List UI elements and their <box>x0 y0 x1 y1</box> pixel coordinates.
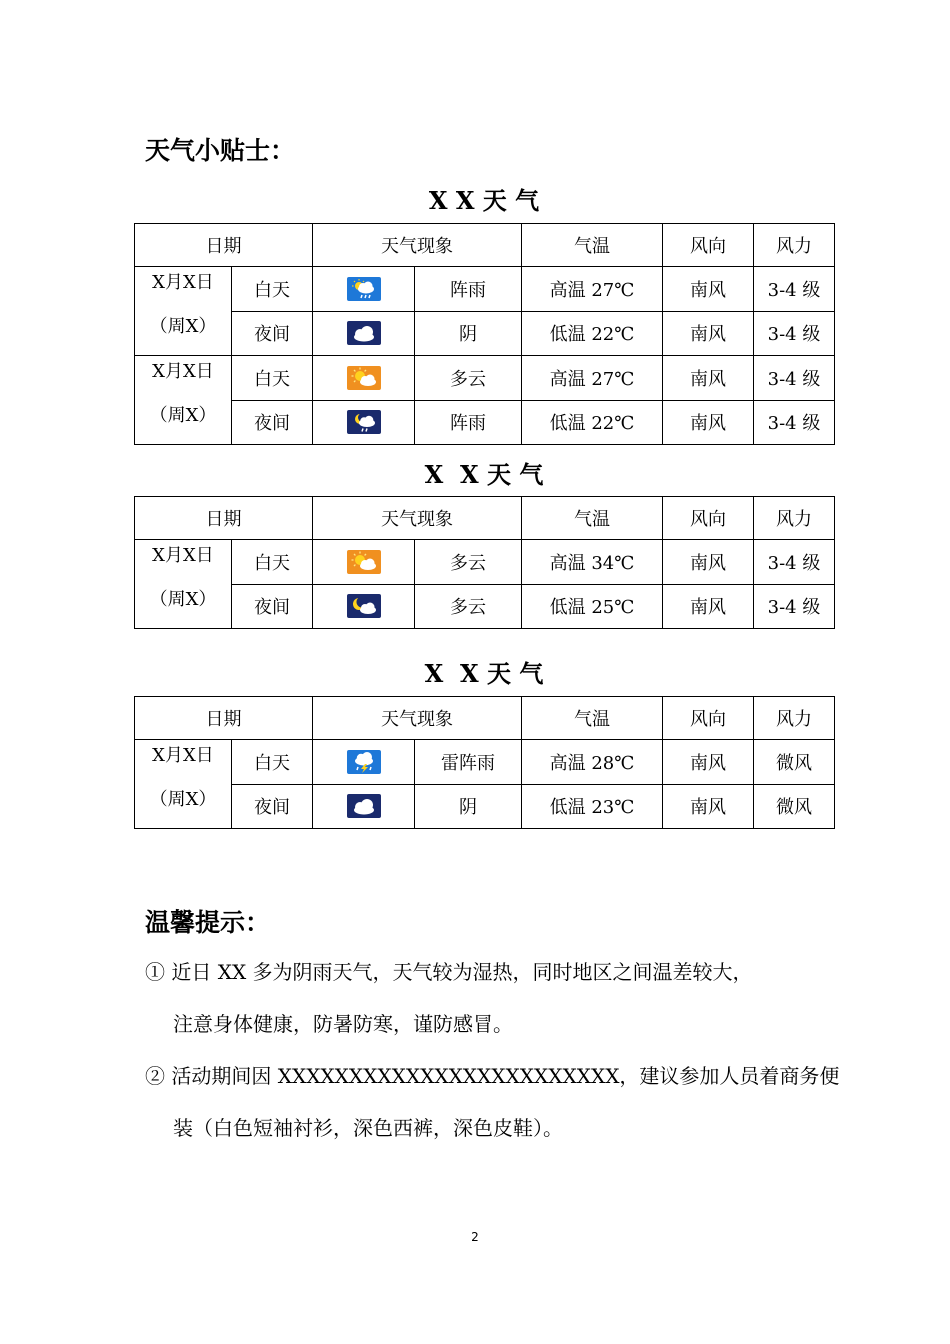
temp-cell: 低温 23℃ <box>522 784 663 829</box>
wind-force-cell: 3-4 级 <box>754 356 835 401</box>
table-row <box>135 400 835 445</box>
weekday-label: （周X） <box>149 789 217 810</box>
reminder-heading: 温馨提示： <box>145 908 271 937</box>
header-temp: 气温 <box>522 497 663 540</box>
date-label: X月X日 <box>152 745 214 766</box>
table-row <box>135 784 835 829</box>
period-cell: 白天 <box>232 740 313 785</box>
header-wind-dir: 风向 <box>663 497 754 540</box>
wind-dir-cell: 南风 <box>663 740 754 785</box>
weather-table <box>134 223 835 445</box>
weather-cell: 多云 <box>415 584 522 629</box>
date-cell <box>135 356 232 445</box>
header-wind-force: 风力 <box>754 697 835 740</box>
table-title: X X 天 气 <box>424 460 544 489</box>
wind-force-cell: 3-4 级 <box>754 267 835 312</box>
header-date: 日期 <box>135 224 313 267</box>
wind-dir-cell: 南风 <box>663 540 754 585</box>
weather-cell: 多云 <box>415 540 522 585</box>
period-cell: 夜间 <box>232 784 313 829</box>
temp-cell: 低温 25℃ <box>522 584 663 629</box>
header-wind-force: 风力 <box>754 497 835 540</box>
temp-cell: 高温 27℃ <box>522 356 663 401</box>
table-title: X X 天 气 <box>424 659 544 688</box>
header-weather: 天气现象 <box>313 697 522 740</box>
weather-cell: 阵雨 <box>415 400 522 445</box>
wind-dir-cell: 南风 <box>663 400 754 445</box>
wind-force-cell: 微风 <box>754 784 835 829</box>
wind-dir-cell: 南风 <box>663 784 754 829</box>
table-row <box>135 540 835 585</box>
icon-cell <box>313 400 415 445</box>
table-header-row <box>135 224 835 267</box>
reminder-item-1-line-2: 注意身体健康，防暑防寒，谨防感冒。 <box>173 1012 513 1036</box>
table-row <box>135 311 835 356</box>
period-cell: 白天 <box>232 540 313 585</box>
period-cell: 夜间 <box>232 400 313 445</box>
period-cell: 白天 <box>232 356 313 401</box>
overcast-night-icon <box>347 794 381 818</box>
temp-cell: 低温 22℃ <box>522 311 663 356</box>
wind-dir-cell: 南风 <box>663 356 754 401</box>
partly-cloudy-day-icon <box>347 550 381 574</box>
wind-force-cell: 3-4 级 <box>754 540 835 585</box>
weekday-label: （周X） <box>149 316 217 337</box>
partly-cloudy-day-icon <box>347 366 381 390</box>
header-wind-force: 风力 <box>754 224 835 267</box>
date-cell <box>135 740 232 829</box>
header-temp: 气温 <box>522 224 663 267</box>
icon-cell <box>313 740 415 785</box>
weekday-label: （周X） <box>149 405 217 426</box>
wind-force-cell: 3-4 级 <box>754 584 835 629</box>
thunder-shower-icon <box>347 750 381 774</box>
reminder-item-2-line-1: ② 活动期间因 XXXXXXXXXXXXXXXXXXXXXXXX，建议参加人员着商务便 <box>145 1064 840 1088</box>
temp-cell: 高温 34℃ <box>522 540 663 585</box>
reminder-list <box>145 946 840 1154</box>
icon-cell <box>313 267 415 312</box>
header-date: 日期 <box>135 697 313 740</box>
period-cell: 夜间 <box>232 311 313 356</box>
header-weather: 天气现象 <box>313 497 522 540</box>
wind-force-cell: 3-4 级 <box>754 311 835 356</box>
table-header-row <box>135 697 835 740</box>
date-label: X月X日 <box>152 545 214 566</box>
date-cell <box>135 267 232 356</box>
weather-cell: 阵雨 <box>415 267 522 312</box>
header-wind-dir: 风向 <box>663 697 754 740</box>
date-label: X月X日 <box>152 361 214 382</box>
weather-table <box>134 496 835 629</box>
header-date: 日期 <box>135 497 313 540</box>
header-wind-dir: 风向 <box>663 224 754 267</box>
temp-cell: 低温 22℃ <box>522 400 663 445</box>
table-row <box>135 740 835 785</box>
weather-cell: 雷阵雨 <box>415 740 522 785</box>
table-row <box>135 584 835 629</box>
date-cell <box>135 540 232 629</box>
weather-table <box>134 696 835 829</box>
weather-tips-heading: 天气小贴士： <box>145 136 296 165</box>
shower-night-icon <box>347 410 381 434</box>
period-cell: 白天 <box>232 267 313 312</box>
table-header-row <box>135 497 835 540</box>
wind-dir-cell: 南风 <box>663 584 754 629</box>
wind-force-cell: 微风 <box>754 740 835 785</box>
wind-dir-cell: 南风 <box>663 267 754 312</box>
table-title: X X 天 气 <box>428 186 540 215</box>
icon-cell <box>313 584 415 629</box>
date-label: X月X日 <box>152 272 214 293</box>
icon-cell <box>313 311 415 356</box>
shower-day-icon <box>347 277 381 301</box>
icon-cell <box>313 540 415 585</box>
table-row <box>135 267 835 312</box>
period-cell: 夜间 <box>232 584 313 629</box>
table-row <box>135 356 835 401</box>
header-temp: 气温 <box>522 697 663 740</box>
temp-cell: 高温 27℃ <box>522 267 663 312</box>
weather-cell: 阴 <box>415 311 522 356</box>
overcast-night-icon <box>347 321 381 345</box>
wind-force-cell: 3-4 级 <box>754 400 835 445</box>
temp-cell: 高温 28℃ <box>522 740 663 785</box>
wind-dir-cell: 南风 <box>663 311 754 356</box>
weekday-label: （周X） <box>149 589 217 610</box>
reminder-item-2-line-2: 装（白色短袖衬衫，深色西裤，深色皮鞋）。 <box>173 1116 563 1140</box>
header-weather: 天气现象 <box>313 224 522 267</box>
weather-cell: 阴 <box>415 784 522 829</box>
icon-cell <box>313 784 415 829</box>
weather-cell: 多云 <box>415 356 522 401</box>
partly-cloudy-night-icon <box>347 594 381 618</box>
reminder-item-1-line-1: ① 近日 XX 多为阴雨天气，天气较为湿热，同时地区之间温差较大， <box>145 960 753 984</box>
page-number: 2 <box>471 1230 479 1244</box>
icon-cell <box>313 356 415 401</box>
